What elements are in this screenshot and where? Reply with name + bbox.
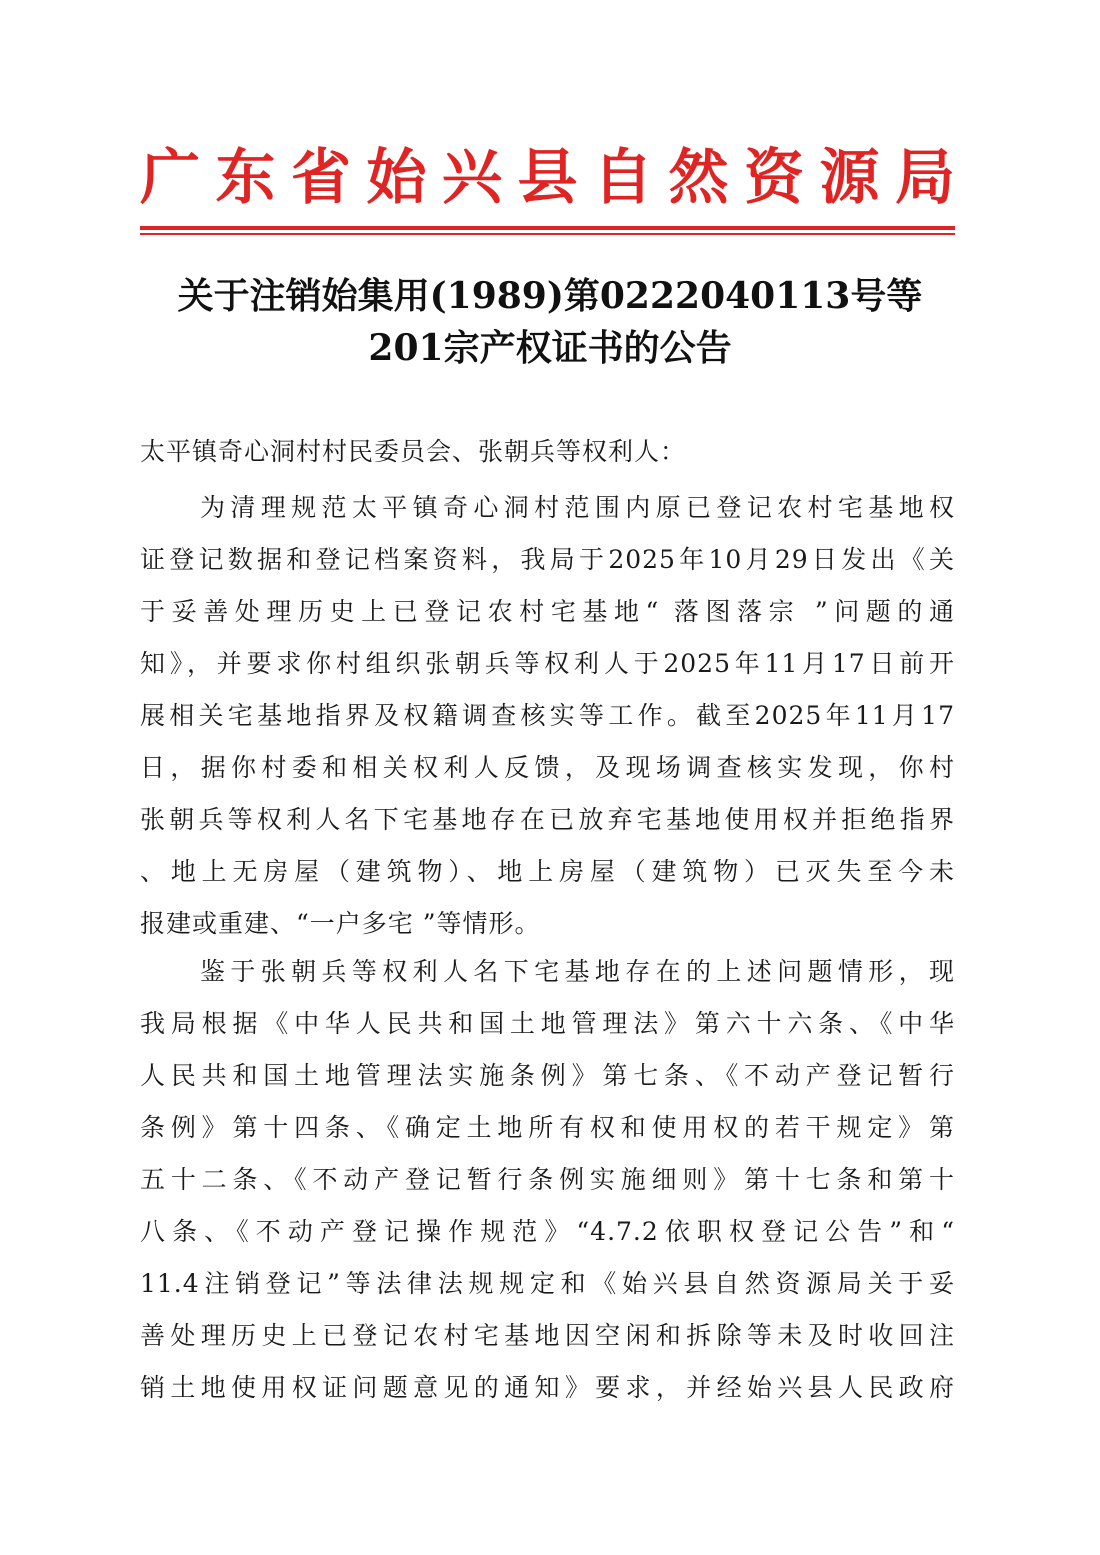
paragraph-line: 我局根据《中华人民共和国土地管理法》第六十六条、《中华 bbox=[140, 1009, 955, 1038]
paragraph-line: 为清理规范太平镇奇心洞村范围内原已登记农村宅基地权 bbox=[200, 493, 955, 522]
paragraph-line: 展相关宅基地指界及权籍调查核实等工作。截至2025年11月17 bbox=[140, 701, 955, 730]
paragraph-line: 知》，并要求你村组织张朝兵等权利人于2025年11月17日前开 bbox=[140, 649, 955, 678]
paragraph-line: 证登记数据和登记档案资料，我局于2025年10月29日发出《关 bbox=[140, 545, 955, 574]
paragraph-line: 11.4注销登记”等法律法规规定和《始兴县自然资源局关于妥 bbox=[140, 1269, 955, 1298]
agency-header: 广东省始兴县自然资源局 bbox=[140, 143, 955, 213]
recipient-line: 太平镇奇心洞村村民委员会、张朝兵等权利人： bbox=[140, 437, 687, 466]
paragraph-line: 五十二条、《不动产登记暂行条例实施细则》第十七条和第十 bbox=[140, 1165, 955, 1194]
paragraph-line: 销土地使用权证问题意见的通知》要求，并经始兴县人民政府 bbox=[140, 1373, 955, 1402]
paragraph-line: 、地上无房屋（建筑物）、地上房屋（建筑物）已灭失至今未 bbox=[140, 857, 955, 886]
paragraph-line: 条例》第十四条、《确定土地所有权和使用权的若干规定》第 bbox=[140, 1113, 955, 1142]
document-title-line-2: 201宗产权证书的公告 bbox=[368, 327, 732, 369]
paragraph-line: 人民共和国土地管理法实施条例》第七条、《不动产登记暂行 bbox=[140, 1061, 955, 1090]
document-title-line-1: 关于注销始集用(1989)第0222040113号等 bbox=[177, 275, 923, 317]
body-paragraph-2 bbox=[140, 946, 955, 1414]
paragraph-line: 报建或重建、“一户多宅 ”等情形。 bbox=[140, 909, 541, 938]
header-red-rule-thin bbox=[140, 233, 955, 235]
paragraph-line: 日，据你村委和相关权利人反馈，及现场调查核实发现，你村 bbox=[140, 753, 955, 782]
paragraph-line: 于妥善处理历史上已登记农村宅基地“ 落图落宗 ”问题的通 bbox=[140, 597, 955, 626]
paragraph-line: 善处理历史上已登记农村宅基地因空闲和拆除等未及时收回注 bbox=[140, 1321, 955, 1350]
body-paragraph-1 bbox=[140, 482, 955, 950]
paragraph-line: 鉴于张朝兵等权利人名下宅基地存在的上述问题情形，现 bbox=[200, 957, 955, 986]
header-red-rule-thick bbox=[140, 226, 955, 230]
paragraph-line: 八条、《不动产登记操作规范》“4.7.2依职权登记公告”和“ bbox=[140, 1217, 955, 1246]
paragraph-line: 张朝兵等权利人名下宅基地存在已放弃宅基地使用权并拒绝指界 bbox=[140, 805, 955, 834]
